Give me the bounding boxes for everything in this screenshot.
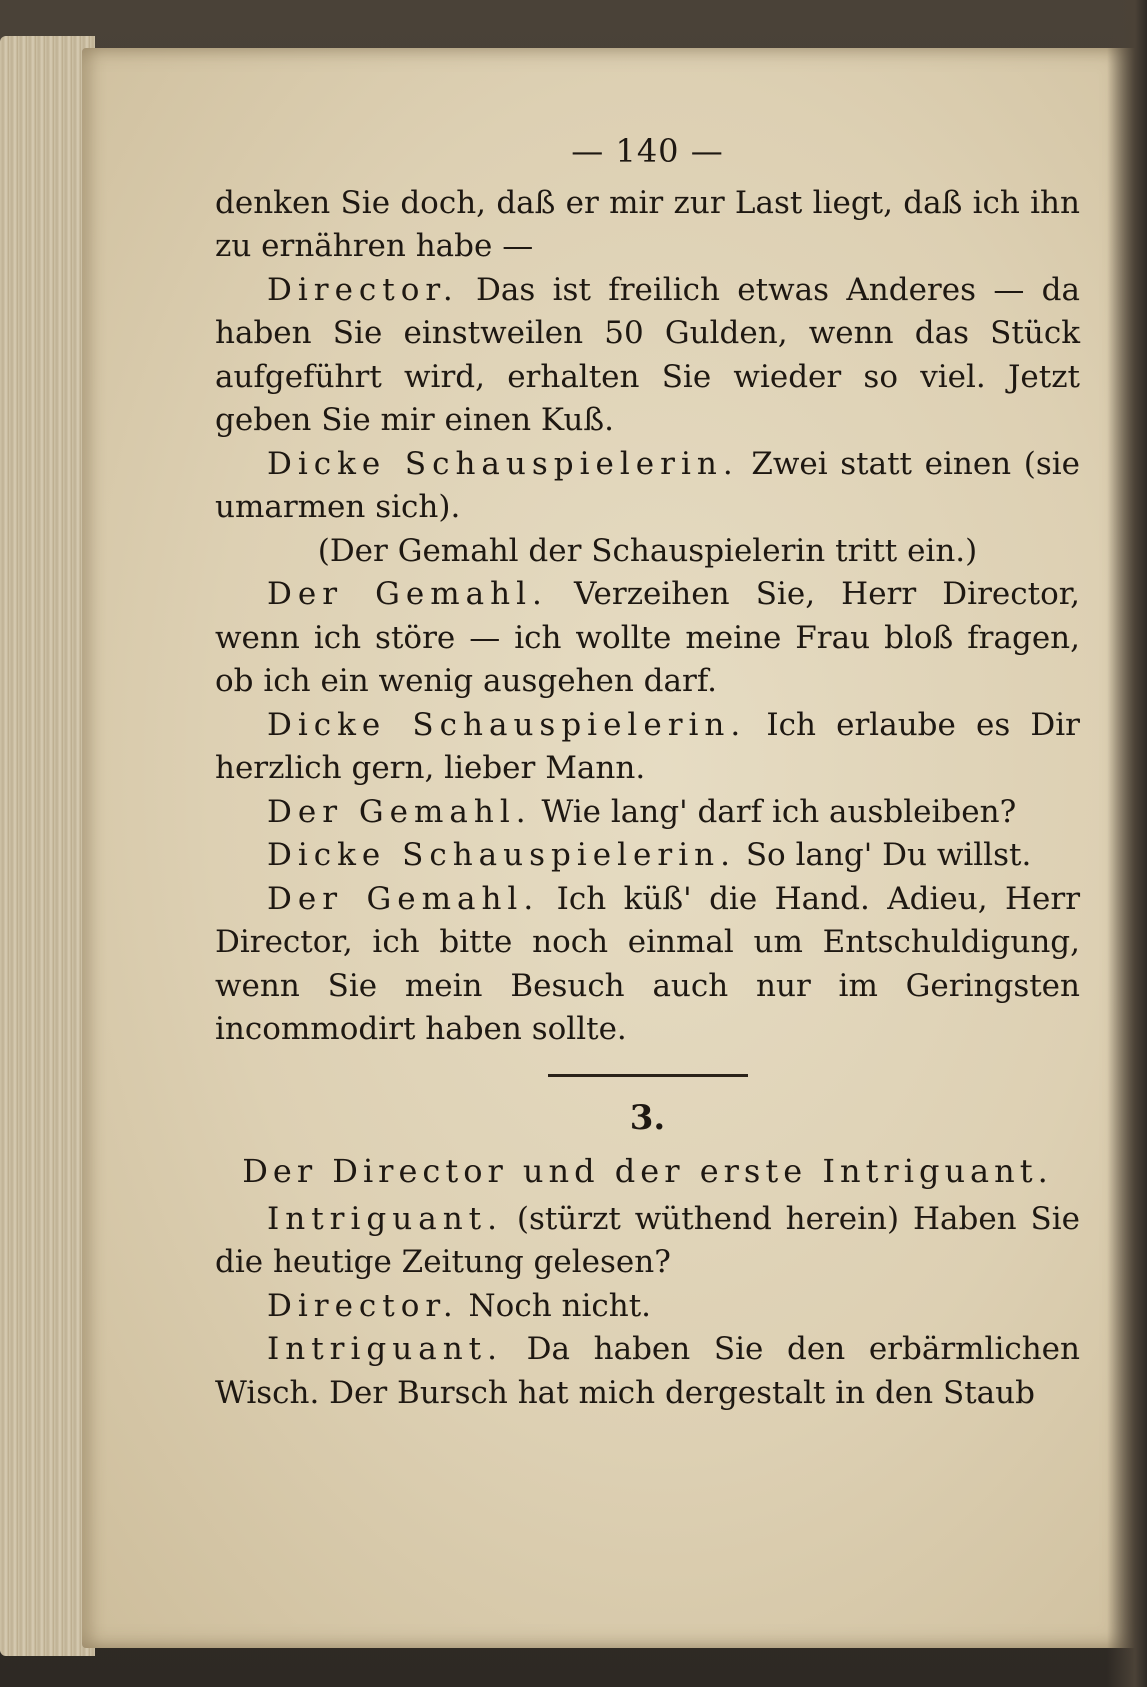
speaker-name: Dicke Schauspielerin. xyxy=(267,445,739,482)
paragraph-text: Das ist freilich etwas Anderes — da haben Sie einstweilen 50 Gulden, wenn das Stück aufgeführt wird, erhalten Sie wieder so viel. Jetzt geben Sie mir einen Kuß. xyxy=(215,271,1080,438)
book-page-edges xyxy=(0,36,95,1656)
paragraph xyxy=(215,878,1080,1052)
speaker-name: Director. xyxy=(267,271,459,308)
paragraph-text: denken Sie doch, daß er mir zur Last liegt, daß ich ihn zu ernähren habe — xyxy=(215,184,1080,264)
paragraph xyxy=(215,573,1080,704)
section-divider xyxy=(548,1074,748,1077)
paragraph-text: Wie lang' darf ich ausbleiben? xyxy=(541,793,1017,830)
page-number: — 140 — xyxy=(571,132,724,170)
speaker-name: Der Gemahl. xyxy=(267,576,548,612)
paragraph-text: Ich küß' die Hand. Adieu, Herr Director, ich bitte noch einmal um Entschuldigung, wenn Sie mein Besuch auch nur im Geringsten incommodirt haben sollte. xyxy=(215,880,1081,1047)
paragraph xyxy=(215,443,1080,530)
speaker-name: Intriguant. xyxy=(267,1331,503,1367)
speaker-name: Dicke Schauspielerin. xyxy=(267,837,736,873)
speaker-name: Intriguant. xyxy=(267,1200,503,1237)
paragraph-text: Ich erlaube es Dir herzlich gern, lieber Mann. xyxy=(215,706,1080,786)
paragraph-text: Noch nicht. xyxy=(468,1287,652,1324)
paragraph xyxy=(215,1328,1080,1415)
paragraph xyxy=(215,791,1080,835)
paragraph-text: Zwei statt einen (sie umarmen sich). xyxy=(215,445,1081,525)
paragraph xyxy=(215,1198,1080,1285)
speaker-name: Director. xyxy=(267,1287,459,1324)
stage-direction: (Der Gemahl der Schauspielerin tritt ein.) xyxy=(317,532,978,569)
paragraph xyxy=(215,269,1080,443)
speaker-name: Der Gemahl. xyxy=(267,793,532,830)
speaker-name: Dicke Schauspielerin. xyxy=(267,706,747,743)
paragraph-text: Da haben Sie den erbärmlichen Wisch. Der Bursch hat mich dergestalt in den Staub xyxy=(215,1331,1080,1411)
section-number: 3. xyxy=(629,1097,666,1138)
paragraph xyxy=(215,834,1080,878)
paragraph-text: Verzeihen Sie, Herr Director, wenn ich störe — ich wollte meine Frau bloß fragen, ob ich ein wenig ausgehen darf. xyxy=(215,576,1080,699)
paragraph-text: So lang' Du willst. xyxy=(745,837,1032,873)
paragraph xyxy=(215,704,1080,791)
speaker-name: Der Gemahl. xyxy=(267,880,540,917)
paragraph xyxy=(215,1285,1080,1329)
paragraph-text: (stürzt wüthend herein) Haben Sie die heutige Zeitung gelesen? xyxy=(215,1200,1080,1280)
page-text xyxy=(215,130,1080,1415)
section-title: Der Director und der erste Intriguant. xyxy=(242,1152,1053,1190)
paragraph xyxy=(215,182,1080,269)
gutter-shadow xyxy=(1107,0,1147,1687)
